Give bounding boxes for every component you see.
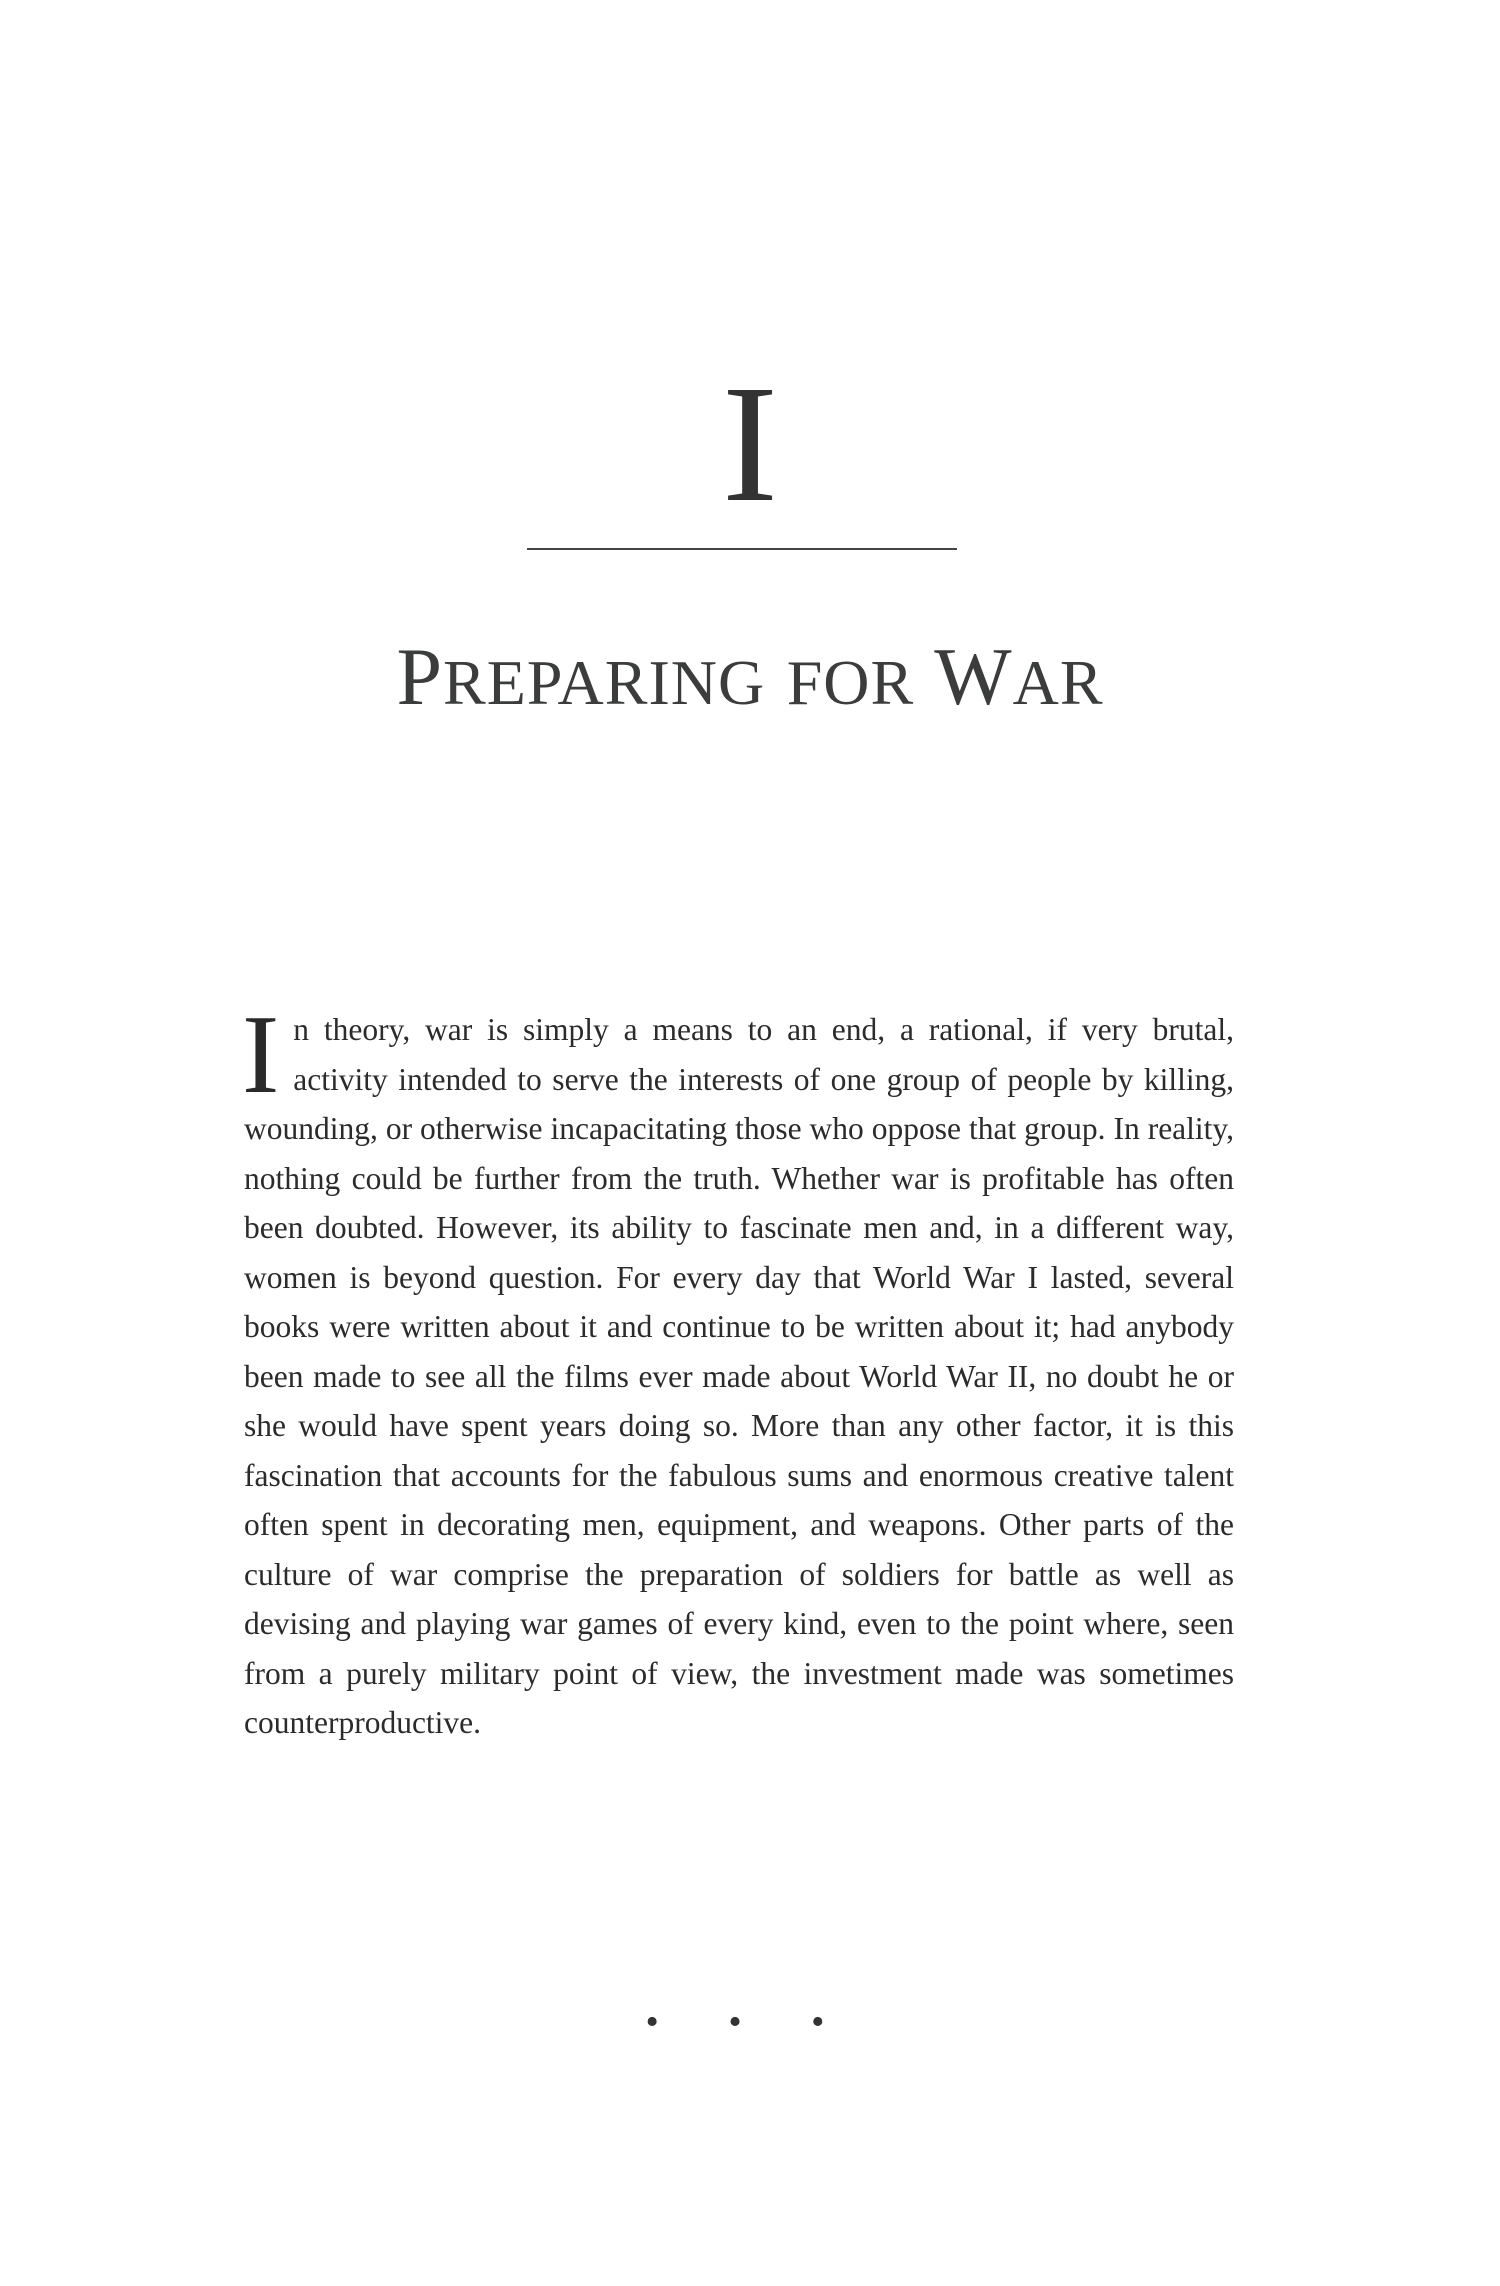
section-ornament: • • • (645, 2001, 855, 2043)
drop-cap: I (242, 993, 280, 1117)
paragraph-text: n theory, war is simply a means to an end, a rational, if very brutal, activity intended to serve the interests of one group of people by killing, wounding, or otherwise incapacitating those who oppose that group. In reality, nothing could be further from the truth. Whether war is profitable has often been doubted. However, its ability to fascinate men and, in a different way, women is beyond question. For every day that World War I lasted, several books were written about it and continue to be written about it; had anybody been made to see all the films ever made about World War II, no doubt he or she would have spent years doing so. More than any other factor, it is this fascination that accounts for the fabulous sums and enormous creative talent often spent in decorating men, equipment, and weapons. Other parts of the culture of war comprise the preparation of soldiers for battle as well as devising and playing war games of every kind, even to the point where, seen from a purely military point of view, the investment made was sometimes counterproductive. (244, 1012, 1234, 1740)
chapter-divider-rule (527, 548, 957, 550)
chapter-title-word-for: FOR (786, 647, 915, 718)
chapter-title-word-ar: AR (1012, 647, 1104, 718)
chapter-title-initial-w: W (934, 631, 1013, 722)
chapter-title-initial-p: P (396, 631, 444, 722)
body-paragraph (242, 993, 1234, 1748)
chapter-title-word-reparing: REPARING (443, 647, 766, 718)
chapter-number: I (722, 351, 778, 537)
chapter-title (0, 631, 1500, 722)
